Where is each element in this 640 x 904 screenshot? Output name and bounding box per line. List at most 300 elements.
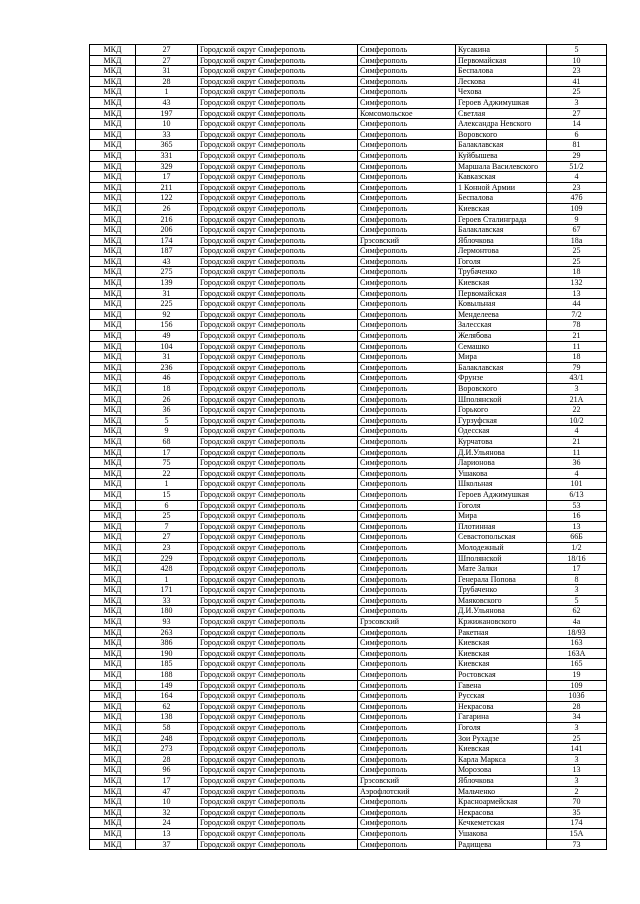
type-cell: МКД xyxy=(90,172,136,183)
number-cell: 122 xyxy=(136,193,198,204)
district-cell: Городской округ Симферополь xyxy=(198,712,358,723)
locality-cell: Симферополь xyxy=(358,564,456,575)
number-cell: 386 xyxy=(136,638,198,649)
district-cell: Городской округ Симферополь xyxy=(198,235,358,246)
table-row xyxy=(90,278,607,289)
table-row xyxy=(90,193,607,204)
house-cell: 5 xyxy=(547,595,607,606)
table-row xyxy=(90,225,607,236)
number-cell: 24 xyxy=(136,818,198,829)
house-cell: 44 xyxy=(547,299,607,310)
street-cell: Некрасова xyxy=(456,701,547,712)
locality-cell: Симферополь xyxy=(358,97,456,108)
locality-cell: Симферополь xyxy=(358,489,456,500)
type-cell: МКД xyxy=(90,362,136,373)
number-cell: 211 xyxy=(136,182,198,193)
house-cell: 18 xyxy=(547,352,607,363)
street-cell: Яблочкова xyxy=(456,775,547,786)
number-cell: 174 xyxy=(136,235,198,246)
type-cell: МКД xyxy=(90,775,136,786)
type-cell: МКД xyxy=(90,225,136,236)
street-cell: Героев Сталинграда xyxy=(456,214,547,225)
street-cell: Балаклавская xyxy=(456,140,547,151)
house-cell: 17 xyxy=(547,564,607,575)
type-cell: МКД xyxy=(90,278,136,289)
locality-cell: Симферополь xyxy=(358,839,456,850)
type-cell: МКД xyxy=(90,182,136,193)
type-cell: МКД xyxy=(90,267,136,278)
district-cell: Городской округ Симферополь xyxy=(198,786,358,797)
street-cell: Яблочкова xyxy=(456,235,547,246)
street-cell: Киевская xyxy=(456,648,547,659)
district-cell: Городской округ Симферополь xyxy=(198,680,358,691)
house-cell: 103б xyxy=(547,691,607,702)
type-cell: МКД xyxy=(90,479,136,490)
district-cell: Городской округ Симферополь xyxy=(198,828,358,839)
house-cell: 11 xyxy=(547,341,607,352)
table-row xyxy=(90,754,607,765)
district-cell: Городской округ Симферополь xyxy=(198,426,358,437)
locality-cell: Симферополь xyxy=(358,55,456,66)
district-cell: Городской округ Симферополь xyxy=(198,299,358,310)
locality-cell: Симферополь xyxy=(358,384,456,395)
table-row xyxy=(90,723,607,734)
type-cell: МКД xyxy=(90,140,136,151)
type-cell: МКД xyxy=(90,680,136,691)
street-cell: Одесская xyxy=(456,426,547,437)
type-cell: МКД xyxy=(90,436,136,447)
table-row xyxy=(90,352,607,363)
street-cell: Мира xyxy=(456,511,547,522)
locality-cell: Симферополь xyxy=(358,405,456,416)
number-cell: 17 xyxy=(136,447,198,458)
locality-cell: Симферополь xyxy=(358,66,456,77)
type-cell: МКД xyxy=(90,108,136,119)
type-cell: МКД xyxy=(90,309,136,320)
type-cell: МКД xyxy=(90,45,136,56)
street-cell: Мальченко xyxy=(456,786,547,797)
street-cell: Кечкеметская xyxy=(456,818,547,829)
number-cell: 37 xyxy=(136,839,198,850)
type-cell: МКД xyxy=(90,214,136,225)
locality-cell: Грэсовский xyxy=(358,617,456,628)
house-cell: 62 xyxy=(547,606,607,617)
house-cell: 21 xyxy=(547,331,607,342)
type-cell: МКД xyxy=(90,256,136,267)
type-cell: МКД xyxy=(90,564,136,575)
table-row xyxy=(90,458,607,469)
house-cell: 29 xyxy=(547,150,607,161)
street-cell: Маяковского xyxy=(456,595,547,606)
house-cell: 1/2 xyxy=(547,542,607,553)
locality-cell: Симферополь xyxy=(358,193,456,204)
type-cell: МКД xyxy=(90,839,136,850)
street-cell: Лескова xyxy=(456,76,547,87)
type-cell: МКД xyxy=(90,415,136,426)
street-cell: Курчатова xyxy=(456,436,547,447)
type-cell: МКД xyxy=(90,733,136,744)
table-row xyxy=(90,617,607,628)
type-cell: МКД xyxy=(90,786,136,797)
locality-cell: Симферополь xyxy=(358,150,456,161)
district-cell: Городской округ Симферополь xyxy=(198,288,358,299)
table-row xyxy=(90,797,607,808)
type-cell: МКД xyxy=(90,203,136,214)
street-cell: Маршала Василевского xyxy=(456,161,547,172)
house-cell: 165 xyxy=(547,659,607,670)
street-cell: Семашко xyxy=(456,341,547,352)
street-cell: Менделеева xyxy=(456,309,547,320)
locality-cell: Комсомольское xyxy=(358,108,456,119)
house-cell: 53 xyxy=(547,500,607,511)
number-cell: 1 xyxy=(136,87,198,98)
locality-cell: Симферополь xyxy=(358,129,456,140)
locality-cell: Симферополь xyxy=(358,182,456,193)
district-cell: Городской округ Симферополь xyxy=(198,415,358,426)
table-row xyxy=(90,150,607,161)
number-cell: 49 xyxy=(136,331,198,342)
table-row xyxy=(90,256,607,267)
locality-cell: Симферополь xyxy=(358,627,456,638)
type-cell: МКД xyxy=(90,193,136,204)
district-cell: Городской округ Симферополь xyxy=(198,341,358,352)
street-cell: Куйбышева xyxy=(456,150,547,161)
type-cell: МКД xyxy=(90,458,136,469)
table-row xyxy=(90,288,607,299)
locality-cell: Симферополь xyxy=(358,352,456,363)
type-cell: МКД xyxy=(90,394,136,405)
type-cell: МКД xyxy=(90,299,136,310)
table-row xyxy=(90,66,607,77)
district-cell: Городской округ Симферополь xyxy=(198,447,358,458)
locality-cell: Симферополь xyxy=(358,733,456,744)
table-row xyxy=(90,415,607,426)
district-cell: Городской округ Симферополь xyxy=(198,108,358,119)
table-row xyxy=(90,553,607,564)
number-cell: 5 xyxy=(136,415,198,426)
number-cell: 229 xyxy=(136,553,198,564)
district-cell: Городской округ Симферополь xyxy=(198,723,358,734)
number-cell: 1 xyxy=(136,574,198,585)
street-cell: Ковыльная xyxy=(456,299,547,310)
type-cell: МКД xyxy=(90,468,136,479)
table-row xyxy=(90,97,607,108)
district-cell: Городской округ Симферополь xyxy=(198,521,358,532)
number-cell: 248 xyxy=(136,733,198,744)
table-row xyxy=(90,744,607,755)
district-cell: Городской округ Симферополь xyxy=(198,436,358,447)
district-cell: Городской округ Симферополь xyxy=(198,66,358,77)
table-row xyxy=(90,500,607,511)
housing-table xyxy=(89,44,607,850)
house-cell: 14 xyxy=(547,119,607,130)
number-cell: 149 xyxy=(136,680,198,691)
house-cell: 35 xyxy=(547,807,607,818)
type-cell: МКД xyxy=(90,723,136,734)
table-row xyxy=(90,839,607,850)
table-row xyxy=(90,468,607,479)
street-cell: Гоголя xyxy=(456,500,547,511)
locality-cell: Симферополь xyxy=(358,818,456,829)
locality-cell: Симферополь xyxy=(358,415,456,426)
house-cell: 4а xyxy=(547,617,607,628)
house-cell: 10/2 xyxy=(547,415,607,426)
number-cell: 275 xyxy=(136,267,198,278)
type-cell: МКД xyxy=(90,150,136,161)
district-cell: Городской округ Симферополь xyxy=(198,648,358,659)
street-cell: Трубаченко xyxy=(456,267,547,278)
table-row xyxy=(90,140,607,151)
street-cell: Радищева xyxy=(456,839,547,850)
table-row xyxy=(90,119,607,130)
table-row xyxy=(90,595,607,606)
district-cell: Городской округ Симферополь xyxy=(198,384,358,395)
locality-cell: Симферополь xyxy=(358,331,456,342)
locality-cell: Симферополь xyxy=(358,278,456,289)
table-row xyxy=(90,299,607,310)
district-cell: Городской округ Симферополь xyxy=(198,542,358,553)
locality-cell: Симферополь xyxy=(358,638,456,649)
district-cell: Городской округ Симферополь xyxy=(198,606,358,617)
house-cell: 34 xyxy=(547,712,607,723)
house-cell: 28 xyxy=(547,701,607,712)
district-cell: Городской округ Симферополь xyxy=(198,479,358,490)
house-cell: 25 xyxy=(547,256,607,267)
locality-cell: Симферополь xyxy=(358,574,456,585)
number-cell: 58 xyxy=(136,723,198,734)
house-cell: 13 xyxy=(547,288,607,299)
street-cell: Плотинная xyxy=(456,521,547,532)
type-cell: МКД xyxy=(90,659,136,670)
district-cell: Городской округ Симферополь xyxy=(198,511,358,522)
number-cell: 18 xyxy=(136,384,198,395)
street-cell: Лермонтова xyxy=(456,246,547,257)
locality-cell: Симферополь xyxy=(358,532,456,543)
locality-cell: Аэрофлотский xyxy=(358,786,456,797)
street-cell: Горького xyxy=(456,405,547,416)
table-row xyxy=(90,701,607,712)
house-cell: 79 xyxy=(547,362,607,373)
district-cell: Городской округ Симферополь xyxy=(198,278,358,289)
district-cell: Городской округ Симферополь xyxy=(198,797,358,808)
street-cell: Шполянской xyxy=(456,553,547,564)
district-cell: Городской округ Симферополь xyxy=(198,331,358,342)
number-cell: 10 xyxy=(136,797,198,808)
street-cell: Ларионова xyxy=(456,458,547,469)
locality-cell: Симферополь xyxy=(358,140,456,151)
street-cell: Кусакина xyxy=(456,45,547,56)
locality-cell: Симферополь xyxy=(358,828,456,839)
locality-cell: Симферополь xyxy=(358,765,456,776)
house-cell: 18/93 xyxy=(547,627,607,638)
locality-cell: Симферополь xyxy=(358,744,456,755)
type-cell: МКД xyxy=(90,532,136,543)
district-cell: Городской округ Симферополь xyxy=(198,670,358,681)
house-cell: 132 xyxy=(547,278,607,289)
table-row xyxy=(90,479,607,490)
street-cell: Фрунзе xyxy=(456,373,547,384)
locality-cell: Симферополь xyxy=(358,754,456,765)
table-row xyxy=(90,775,607,786)
number-cell: 33 xyxy=(136,129,198,140)
table-body xyxy=(90,45,607,850)
street-cell: Ракетная xyxy=(456,627,547,638)
street-cell: Некрасова xyxy=(456,807,547,818)
number-cell: 32 xyxy=(136,807,198,818)
number-cell: 225 xyxy=(136,299,198,310)
number-cell: 25 xyxy=(136,511,198,522)
table-row xyxy=(90,76,607,87)
table-row xyxy=(90,627,607,638)
type-cell: МКД xyxy=(90,246,136,257)
street-cell: Генерала Попова xyxy=(456,574,547,585)
street-cell: Беспалова xyxy=(456,66,547,77)
table-row xyxy=(90,532,607,543)
district-cell: Городской округ Симферополь xyxy=(198,733,358,744)
locality-cell: Симферополь xyxy=(358,87,456,98)
type-cell: МКД xyxy=(90,447,136,458)
house-cell: 13 xyxy=(547,521,607,532)
number-cell: 36 xyxy=(136,405,198,416)
number-cell: 33 xyxy=(136,595,198,606)
type-cell: МКД xyxy=(90,87,136,98)
district-cell: Городской округ Симферополь xyxy=(198,807,358,818)
house-cell: 3 xyxy=(547,775,607,786)
locality-cell: Грэсовский xyxy=(358,235,456,246)
number-cell: 62 xyxy=(136,701,198,712)
number-cell: 329 xyxy=(136,161,198,172)
house-cell: 11 xyxy=(547,447,607,458)
table-row xyxy=(90,606,607,617)
street-cell: Ушакова xyxy=(456,468,547,479)
locality-cell: Симферополь xyxy=(358,648,456,659)
district-cell: Городской округ Симферополь xyxy=(198,839,358,850)
table-row xyxy=(90,489,607,500)
house-cell: 78 xyxy=(547,320,607,331)
type-cell: МКД xyxy=(90,701,136,712)
type-cell: МКД xyxy=(90,55,136,66)
locality-cell: Симферополь xyxy=(358,701,456,712)
street-cell: Первомайская xyxy=(456,288,547,299)
number-cell: 273 xyxy=(136,744,198,755)
number-cell: 27 xyxy=(136,45,198,56)
number-cell: 138 xyxy=(136,712,198,723)
house-cell: 3 xyxy=(547,585,607,596)
number-cell: 104 xyxy=(136,341,198,352)
district-cell: Городской округ Симферополь xyxy=(198,373,358,384)
number-cell: 6 xyxy=(136,500,198,511)
district-cell: Городской округ Симферополь xyxy=(198,309,358,320)
type-cell: МКД xyxy=(90,405,136,416)
house-cell: 25 xyxy=(547,246,607,257)
number-cell: 190 xyxy=(136,648,198,659)
house-cell: 4 xyxy=(547,426,607,437)
district-cell: Городской округ Симферополь xyxy=(198,468,358,479)
district-cell: Городской округ Симферополь xyxy=(198,818,358,829)
street-cell: Севастопольская xyxy=(456,532,547,543)
type-cell: МКД xyxy=(90,97,136,108)
number-cell: 75 xyxy=(136,458,198,469)
street-cell: Трубаченко xyxy=(456,585,547,596)
number-cell: 7 xyxy=(136,521,198,532)
table-row xyxy=(90,670,607,681)
table-row xyxy=(90,542,607,553)
locality-cell: Симферополь xyxy=(358,267,456,278)
table-row xyxy=(90,680,607,691)
district-cell: Городской округ Симферополь xyxy=(198,193,358,204)
locality-cell: Симферополь xyxy=(358,595,456,606)
type-cell: МКД xyxy=(90,352,136,363)
district-cell: Городской округ Симферополь xyxy=(198,214,358,225)
number-cell: 197 xyxy=(136,108,198,119)
type-cell: МКД xyxy=(90,765,136,776)
table-row xyxy=(90,585,607,596)
district-cell: Городской округ Симферополь xyxy=(198,701,358,712)
table-row xyxy=(90,564,607,575)
locality-cell: Симферополь xyxy=(358,680,456,691)
table-row xyxy=(90,87,607,98)
locality-cell: Симферополь xyxy=(358,309,456,320)
number-cell: 206 xyxy=(136,225,198,236)
locality-cell: Симферополь xyxy=(358,468,456,479)
table-row xyxy=(90,331,607,342)
number-cell: 28 xyxy=(136,754,198,765)
house-cell: 23 xyxy=(547,66,607,77)
district-cell: Городской округ Симферополь xyxy=(198,129,358,140)
locality-cell: Симферополь xyxy=(358,521,456,532)
house-cell: 23 xyxy=(547,182,607,193)
house-cell: 163 xyxy=(547,638,607,649)
street-cell: Гоголя xyxy=(456,723,547,734)
district-cell: Городской округ Симферополь xyxy=(198,532,358,543)
street-cell: Киевская xyxy=(456,659,547,670)
table-row xyxy=(90,807,607,818)
table-row xyxy=(90,511,607,522)
number-cell: 93 xyxy=(136,617,198,628)
locality-cell: Симферополь xyxy=(358,161,456,172)
type-cell: МКД xyxy=(90,691,136,702)
number-cell: 68 xyxy=(136,436,198,447)
table-row xyxy=(90,129,607,140)
locality-cell: Симферополь xyxy=(358,797,456,808)
locality-cell: Симферополь xyxy=(358,299,456,310)
table-row xyxy=(90,436,607,447)
district-cell: Городской округ Симферополь xyxy=(198,97,358,108)
table-row xyxy=(90,362,607,373)
street-cell: Кавказская xyxy=(456,172,547,183)
locality-cell: Симферополь xyxy=(358,670,456,681)
table-row xyxy=(90,214,607,225)
house-cell: 141 xyxy=(547,744,607,755)
locality-cell: Симферополь xyxy=(358,394,456,405)
table-row xyxy=(90,648,607,659)
number-cell: 10 xyxy=(136,119,198,130)
locality-cell: Симферополь xyxy=(358,659,456,670)
locality-cell: Симферополь xyxy=(358,691,456,702)
number-cell: 236 xyxy=(136,362,198,373)
number-cell: 156 xyxy=(136,320,198,331)
table-row xyxy=(90,733,607,744)
district-cell: Городской округ Симферополь xyxy=(198,172,358,183)
house-cell: 15А xyxy=(547,828,607,839)
house-cell: 18а xyxy=(547,235,607,246)
locality-cell: Грэсовский xyxy=(358,775,456,786)
street-cell: Гавена xyxy=(456,680,547,691)
house-cell: 21А xyxy=(547,394,607,405)
district-cell: Городской округ Симферополь xyxy=(198,585,358,596)
locality-cell: Симферополь xyxy=(358,606,456,617)
number-cell: 96 xyxy=(136,765,198,776)
